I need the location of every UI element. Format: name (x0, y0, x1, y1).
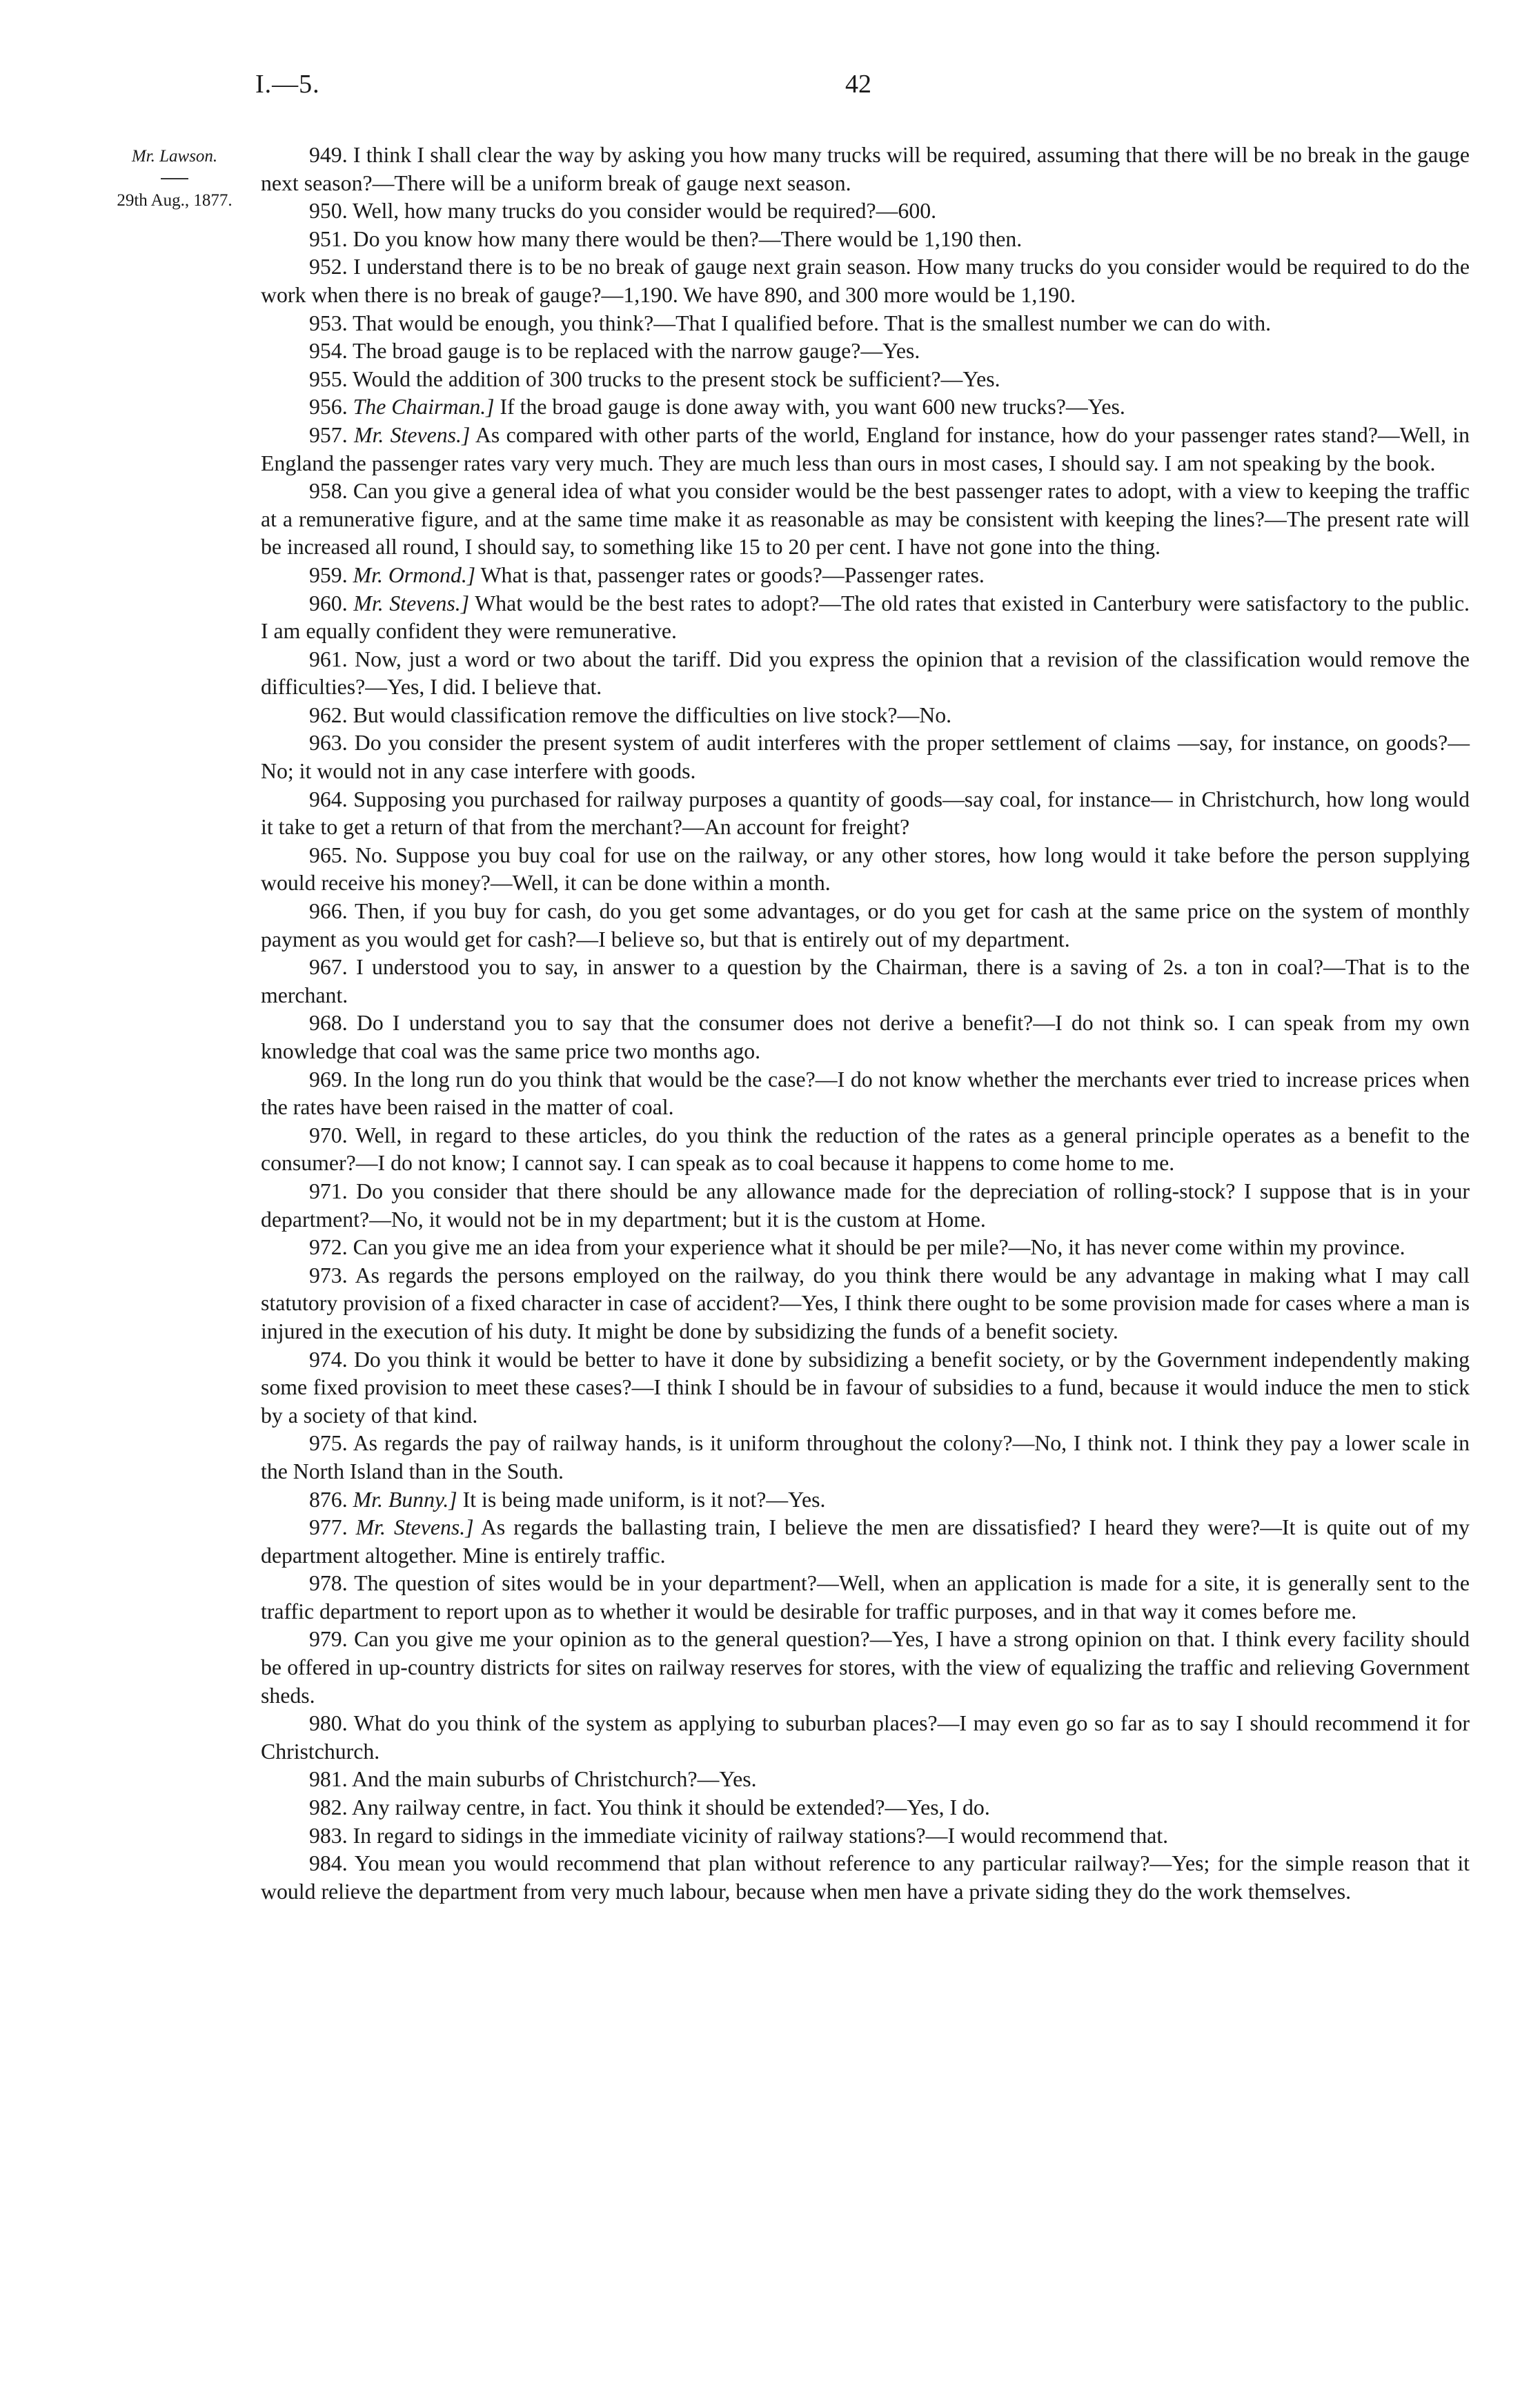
question-text: Can you give a general idea of what you consider would be the best passenger rates to adopt, with a view to keeping the traffic at a remunerative figure, and at the same time make it as reasonable as may be consistent with keeping the lines?—The present rate will be increased all round, I should say, to something like 15 to 20 per cent. I have not gone into the thing. (261, 479, 1470, 560)
question-number: 954. (309, 339, 348, 364)
question-number: 955. (309, 366, 348, 391)
question-number: 957. (309, 422, 348, 447)
question-paragraph (261, 1178, 1470, 1234)
question-text: That would be enough, you think?—That I qualified before. That is the smallest number we can do with. (353, 310, 1272, 335)
question-number: 959. (309, 562, 348, 587)
question-number: 982. (309, 1795, 348, 1820)
question-text: I understood you to say, in answer to a question by the Chairman, there is a saving of 2s. a ton in coal?—That is to the merchant. (261, 955, 1470, 1007)
question-text: What do you think of the system as applying to suburban places?—I may even go so far as to say I should recommend it for Christchurch. (261, 1711, 1470, 1764)
question-text: As regards the persons employed on the railway, do you think there would be any advantage in making what I may call statutory provision of a fixed character in case of accident?—Yes, I think there ought to be some provision made for cases where a man is injured in the execution of his duty. It might be done by subsidizing the funds of a benefit society. (261, 1263, 1470, 1343)
speaker-name: Mr. Stevens.] (355, 1515, 474, 1540)
question-text: If the broad gauge is done away with, you want 600 new trucks?—Yes. (500, 395, 1125, 420)
question-number: 962. (309, 702, 348, 727)
question-paragraph (261, 1122, 1470, 1178)
question-number: 968. (309, 1011, 348, 1036)
question-paragraph (261, 253, 1470, 309)
question-number: 975. (309, 1431, 348, 1456)
question-paragraph (261, 1262, 1470, 1346)
question-number: 951. (309, 226, 348, 251)
question-paragraph (261, 422, 1470, 477)
question-text: Then, if you buy for cash, do you get some advantages, or do you get for cash at the same price on the system of monthly payment as you would get for cash?—I believe so, but that is entirely out of my department. (261, 899, 1470, 951)
question-number: 983. (309, 1823, 348, 1848)
question-number: 980. (309, 1711, 348, 1736)
question-text: Do you consider that there should be any allowance made for the depreciation of rolling-stock? I suppose that is in your department?—No, it would not be in my department; but it is the custom at Home. (261, 1178, 1470, 1232)
question-number: 952. (309, 255, 348, 279)
question-text: You mean you would recommend that plan without reference to any particular railway?—Yes; for the simple reason that it would relieve the department from very much labour, because when men have a private siding they do the work themselves. (261, 1851, 1470, 1904)
question-number: 977. (309, 1515, 348, 1540)
question-text: The question of sites would be in your department?—Well, when an application is made for a site, it is generally sent to the traffic department to report upon as to whether it would be desirable for traffic purposes, and in that way it comes before me. (261, 1571, 1470, 1624)
question-text: Do you think it would be better to have it done by subsidizing a benefit society, or by the Government independently making some fixed provision to meet these cases?—I think I should be in favour of subsidies to a fund, because it would induce the men to stick by a society of that kind. (261, 1347, 1470, 1428)
question-number: 973. (309, 1263, 348, 1287)
question-paragraph (261, 1009, 1470, 1065)
question-paragraph (261, 702, 1470, 730)
question-paragraph (261, 1234, 1470, 1262)
page-number: 42 (845, 70, 871, 99)
question-number: 964. (309, 787, 348, 811)
question-text: Well, in regard to these articles, do you think the reduction of the rates as a general principle operates as a benefit to the consumer?—I do not know; I cannot say. I can speak as to coal because it happens to come home to me. (261, 1123, 1470, 1176)
question-text: Any railway centre, in fact. You think it should be extended?—Yes, I do. (351, 1795, 990, 1820)
question-paragraph (261, 1570, 1470, 1626)
question-text: What is that, passenger rates or goods?—Passenger rates. (480, 562, 985, 587)
question-paragraph (261, 1822, 1470, 1851)
question-text: The broad gauge is to be replaced with the narrow gauge?—Yes. (353, 339, 920, 364)
speaker-name: Mr. Stevens.] (353, 591, 470, 615)
question-text: Now, just a word or two about the tariff. Did you express the opinion that a revision of the classification would remove the difficulties?—Yes, I did. I believe that. (261, 647, 1470, 700)
question-text: But would classification remove the difficulties on live stock?—No. (353, 702, 952, 727)
question-text: As regards the ballasting train, I believe the men are dissatisfied? I heard they were?—It is quite out of my department altogether. Mine is entirely traffic. (261, 1515, 1470, 1568)
question-paragraph (261, 477, 1470, 562)
page-header (0, 69, 1540, 110)
question-text: Do you know how many there would be then?—There would be 1,190 then. (353, 226, 1023, 251)
question-paragraph (261, 226, 1470, 254)
question-paragraph (261, 898, 1470, 954)
question-paragraph (261, 393, 1470, 422)
question-paragraph (261, 1850, 1470, 1906)
question-paragraph (261, 842, 1470, 898)
question-number: 876. (309, 1487, 348, 1512)
question-paragraph (261, 337, 1470, 366)
question-paragraph (261, 366, 1470, 394)
question-paragraph (261, 646, 1470, 702)
document-reference: I.—5. (255, 70, 320, 99)
question-paragraph (261, 1626, 1470, 1710)
question-number: 974. (309, 1347, 348, 1372)
question-paragraph (261, 1486, 1470, 1514)
question-text: What would be the best rates to adopt?—The old rates that existed in Canterbury were satisfactory to the public. I am equally confident they were remunerative. (261, 591, 1470, 644)
question-text: I think I shall clear the way by asking you how many trucks will be required, assuming that there will be no break in the gauge next season?—There will be a uniform break of gauge next season. (261, 143, 1470, 195)
question-text: As compared with other parts of the world, England for instance, how do your passenger rates stand?—Well, in England the passenger rates vary very much. They are much less than ours in most cases, I should say. I am not speaking by the book. (261, 422, 1470, 475)
speaker-name: Mr. Bunny.] (353, 1487, 457, 1512)
question-paragraph (261, 954, 1470, 1009)
question-number: 950. (309, 199, 348, 224)
question-text: Do I understand you to say that the consumer does not derive a benefit?—I do not think so. I can speak from my own knowledge that coal was the same price two months ago. (261, 1011, 1470, 1063)
question-number: 949. (309, 143, 348, 167)
question-paragraph (261, 197, 1470, 226)
question-paragraph (261, 1794, 1470, 1822)
question-text: Can you give me your opinion as to the general question?—Yes, I have a strong opinion on that. I think every facility should be offered in up-country districts for sites on railway reserves for stores, with the view of equalizing the traffic and relieving Government sheds. (261, 1627, 1470, 1708)
question-number: 956. (309, 395, 348, 420)
question-number: 963. (309, 731, 348, 756)
question-paragraph (261, 786, 1470, 842)
question-text: Can you give me an idea from your experience what it should be per mile?—No, it has never come within my province. (353, 1235, 1405, 1260)
witness-name: Mr. Lawson. (131, 147, 218, 166)
speaker-name: The Chairman.] (353, 395, 495, 420)
question-paragraph (261, 562, 1470, 590)
question-paragraph (261, 1514, 1470, 1570)
speaker-name: Mr. Stevens.] (354, 422, 471, 447)
question-number: 966. (309, 899, 348, 924)
question-number: 981. (309, 1767, 348, 1792)
question-number: 967. (309, 955, 348, 980)
question-paragraph (261, 1710, 1470, 1766)
question-number: 972. (309, 1235, 348, 1260)
question-text: It is being made uniform, is it not?—Yes. (462, 1487, 826, 1512)
question-paragraph (261, 590, 1470, 646)
question-number: 979. (309, 1627, 348, 1652)
question-paragraph (261, 1766, 1470, 1794)
question-number: 970. (309, 1123, 348, 1147)
speaker-name: Mr. Ormond.] (353, 562, 476, 587)
question-text: Do you consider the present system of audit interferes with the proper settlement of claims —say, for instance, on goods?—No; it would not in any case interfere with goods. (261, 731, 1470, 784)
question-text: In the long run do you think that would be the case?—I do not know whether the merchants ever tried to increase prices when the rates have been raised in the matter of coal. (261, 1067, 1470, 1120)
question-number: 978. (309, 1571, 348, 1596)
question-text: Well, how many trucks do you consider would be required?—600. (353, 199, 937, 224)
question-text: No. Suppose you buy coal for use on the railway, or any other stores, how long would it take before the person supplying would receive his money?—Well, it can be done within a month. (261, 842, 1470, 896)
question-number: 984. (309, 1851, 348, 1876)
question-number: 971. (309, 1178, 348, 1203)
question-text: In regard to sidings in the immediate vicinity of railway stations?—I would recommend that. (353, 1823, 1169, 1848)
question-text: Would the addition of 300 trucks to the present stock be sufficient?—Yes. (353, 366, 1000, 391)
margin-note (88, 145, 261, 213)
question-text: And the main suburbs of Christchurch?—Yes. (351, 1767, 757, 1792)
margin-rule (161, 178, 188, 179)
question-paragraph (261, 729, 1470, 785)
question-number: 953. (309, 310, 348, 335)
question-number: 965. (309, 842, 348, 867)
question-paragraph (261, 310, 1470, 338)
question-paragraph (261, 1066, 1470, 1122)
question-number: 969. (309, 1067, 348, 1092)
question-paragraph (261, 1430, 1470, 1486)
testimony-date: 29th Aug., 1877. (117, 191, 233, 210)
question-text: Supposing you purchased for railway purposes a quantity of goods—say coal, for instance— in Christchurch, how long would it take to get a return of that from the merchant?—An account for freight? (261, 787, 1470, 840)
question-text: I understand there is to be no break of gauge next grain season. How many trucks do you consider would be required to do the work when there is no break of gauge?—1,190. We have 890, and 300 more would be 1,190. (261, 255, 1470, 307)
question-text: As regards the pay of railway hands, is it uniform throughout the colony?—No, I think not. I think they pay a lower scale in the North Island than in the South. (261, 1431, 1470, 1483)
question-paragraph (261, 1346, 1470, 1430)
question-paragraph (261, 141, 1470, 197)
question-number: 958. (309, 479, 348, 504)
question-number: 960. (309, 591, 348, 615)
question-number: 961. (309, 647, 348, 671)
testimony-body (261, 141, 1470, 1906)
